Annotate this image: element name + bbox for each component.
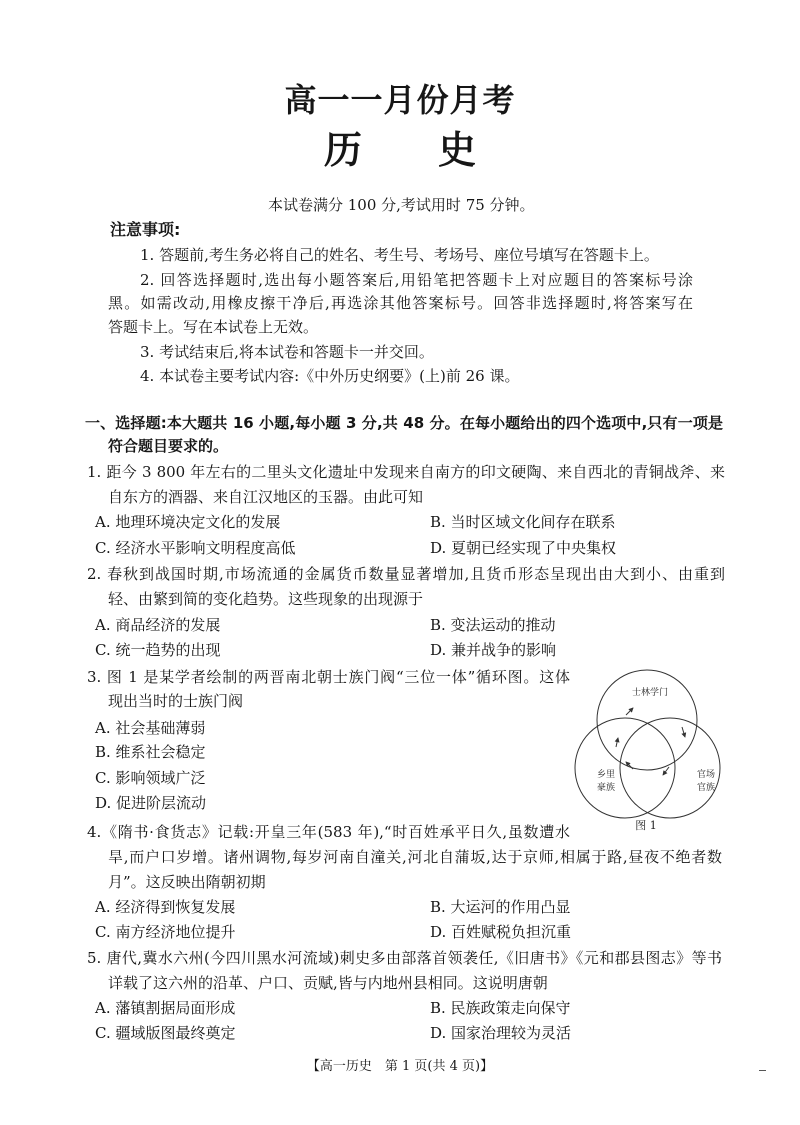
question-1-option-d: D. 夏朝已经实现了中央集权	[430, 539, 617, 557]
notes-heading: 注意事项:	[110, 220, 181, 239]
question-3-option-d: D. 促进阶层流动	[95, 794, 207, 812]
question-1-option-c: C. 经济水平影响文明程度高低	[95, 539, 296, 557]
note-line: 黑。如需改动,用橡皮擦干净后,再选涂其他答案标号。回答非选择题时,将答案写在	[108, 294, 693, 312]
section-heading: 一、选择题:本大题共 16 小题,每小题 3 分,共 48 分。在每小题给出的四个选项中,只有一项是	[85, 414, 723, 432]
cycle-arrow	[682, 727, 685, 737]
question-3-option-c: C. 影响领域广泛	[95, 769, 206, 787]
cycle-arrow	[626, 708, 633, 715]
question-2-option-b: B. 变法运动的推动	[430, 616, 556, 634]
question-5-stem: 详载了这六州的沿革、户口、贡赋,皆与内地州县相同。这说明唐朝	[108, 974, 548, 992]
question-4-option-b: B. 大运河的作用凸显	[430, 898, 571, 916]
section-heading: 符合题目要求的。	[108, 437, 229, 455]
question-4-stem: 月”。这反映出隋朝初期	[108, 873, 266, 891]
question-2-option-c: C. 统一趋势的出现	[95, 641, 221, 659]
question-5-stem: 5. 唐代,冀水六州(今四川黑水河流域)刺史多由部落首领袭任,《旧唐书》《元和郡县图志》等书	[87, 949, 722, 967]
question-4-option-c: C. 南方经济地位提升	[95, 923, 236, 941]
question-1-stem: 自东方的酒器、来自江汉地区的玉器。由此可知	[108, 488, 424, 506]
exam-title: 高一一月份月考	[284, 81, 516, 119]
question-1-stem: 1. 距今 3 800 年左右的二里头文化遗址中发现来自南方的印文硬陶、来自西北的青铜战斧、来	[87, 463, 725, 481]
note-line: 1. 答题前,考生务必将自己的姓名、考生号、考场号、座位号填写在答题卡上。	[140, 246, 659, 264]
question-3-stem: 现出当时的士族门阀	[108, 692, 244, 710]
question-1-option-b: B. 当时区域文化间存在联系	[430, 513, 616, 531]
question-1-option-a: A. 地理环境决定文化的发展	[95, 513, 281, 531]
figure-1-venn-diagram	[560, 660, 740, 840]
question-3-option-b: B. 维系社会稳定	[95, 743, 206, 761]
label-right-circle-line2: 官族	[696, 783, 716, 793]
label-left-circle-line1: 乡里	[596, 770, 616, 780]
question-5-option-b: B. 民族政策走向保守	[430, 999, 571, 1017]
question-2-option-a: A. 商品经济的发展	[95, 616, 221, 634]
note-line: 3. 考试结束后,将本试卷和答题卡一并交回。	[140, 343, 434, 361]
question-3-stem: 3. 图 1 是某学者绘制的两晋南北朝士族门阀“三位一体”循环图。这体	[87, 668, 570, 686]
question-4-stem: 4.《隋书·食货志》记载:开皇三年(583 年),“时百姓承平日久,虽数遭水	[87, 823, 570, 841]
figure-caption: 图 1	[635, 819, 657, 832]
note-line: 2. 回答选择题时,选出每小题答案后,用铅笔把答题卡上对应题目的答案标号涂	[140, 271, 693, 289]
label-top-circle: 士林学门	[631, 688, 669, 698]
question-3-option-a: A. 社会基础薄弱	[95, 719, 206, 737]
question-5-option-c: C. 疆域版图最终奠定	[95, 1024, 236, 1042]
circle-right	[620, 718, 720, 818]
question-2-stem: 2. 春秋到战国时期,市场流通的金属货币数量显著增加,且货币形态呈现出由大到小、由重到	[87, 565, 725, 583]
note-line: 答题卡上。写在本试卷上无效。	[108, 318, 319, 336]
question-4-stem: 旱,而户口岁增。诸州调物,每岁河南自潼关,河北自蒲坂,达于京师,相属于路,昼夜不绝者数	[108, 848, 722, 866]
cycle-arrow	[663, 767, 669, 775]
question-5-option-a: A. 藩镇割据局面形成	[95, 999, 236, 1017]
question-5-option-d: D. 国家治理较为灵活	[430, 1024, 572, 1042]
label-left-circle-line2: 豪族	[596, 783, 616, 793]
question-2-option-d: D. 兼并战争的影响	[430, 641, 557, 659]
question-4-option-d: D. 百姓赋税负担沉重	[430, 923, 572, 941]
note-line: 4. 本试卷主要考试内容:《中外历史纲要》(上)前 26 课。	[140, 367, 520, 385]
question-2-stem: 轻、由繁到简的变化趋势。这些现象的出现源于	[108, 590, 424, 608]
label-right-circle-line1: 官场	[696, 770, 716, 780]
exam-intro: 本试卷满分 100 分,考试用时 75 分钟。	[268, 196, 535, 214]
subject-title: 历 史	[323, 128, 476, 172]
page-footer: 【高一历史 第 1 页(共 4 页)】	[306, 1059, 494, 1074]
scan-mark	[759, 1070, 766, 1071]
question-4-option-a: A. 经济得到恢复发展	[95, 898, 236, 916]
cycle-arrow	[616, 738, 618, 747]
